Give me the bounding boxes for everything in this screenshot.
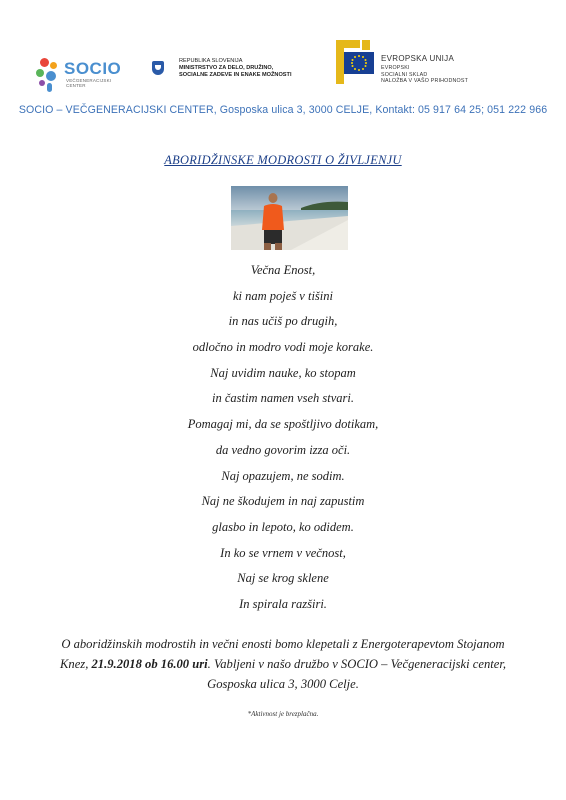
eu-line-1: EVROPSKI [381,65,410,71]
poem-line: Pomagaj mi, da se spoštljivo dotikam, [187,417,379,432]
beach-photo-image [231,186,348,250]
eu-line-3: NALOŽBA V VAŠO PRIHODNOST [381,78,469,84]
poem-line: da vedno govorim izza oči. [215,442,351,457]
poem-line: ki nam poješ v tišini [233,288,333,303]
free-activity-note: *Aktivnost je brezplačna. [247,710,319,718]
page-title: ABORIDŽINSKE MODROSTI O ŽIVLJENJU [164,153,402,167]
announcement-invite: . Vabljeni v našo družbo v SOCIO – Večgeneracijski center, [207,657,506,671]
poem-line: In ko se vrnem v večnost, [220,545,346,560]
eu-line-2: SOCIALNI SKLAD [381,71,428,78]
poem-line: Naj se krog sklene [237,571,329,586]
poem-line: odločno in modro vodi moje korake. [192,340,374,355]
poem-line: glasbo in lepoto, ko odidem. [212,519,354,534]
eu-logo [336,40,476,85]
event-date-time: 21.9.2018 ob 16.00 uri [91,657,208,671]
poem-line: Naj opazujem, ne sodim. [221,468,345,483]
eu-title: EVROPSKA UNIJA [381,54,455,63]
event-announcement [0,634,566,694]
eu-subtitle [381,65,468,85]
socio-logo [36,56,126,96]
poem-line: Večna Enost, [250,263,316,277]
socio-subtitle: VEČGENERACIJSKI CENTER [66,78,112,88]
contact-line: SOCIO – VEČGENERACIJSKI CENTER, Gosposka ulica 3, 3000 CELJE, Kontakt: 05 917 64 25; 051 222 966 [18,104,548,116]
announcement-name-end: Knez, [60,657,89,671]
announcement-line-3: Gosposka ulica 3, 3000 Celje. [207,677,359,691]
eu-flag-icon [344,52,374,74]
ministry-line-1: REPUBLIKA SLOVENIJA [179,58,243,64]
poem-line: in častim namen vseh stvari. [212,391,354,406]
ministry-line-3: SOCIALNE ZADEVE IN ENAKE MOŽNOSTI [179,72,292,78]
slovenia-crest-icon [152,61,164,75]
beach-photo [231,186,348,250]
poem-line: in nas učiš po drugih, [228,314,338,329]
announcement-line-1: O aboridžinskih modrostih in večni enosti bomo klepetali z Energoterapevtom Stojanom [61,637,505,651]
announcement-line-2 [0,654,566,674]
poem-line: Naj uvidim nauke, ko stopam [210,365,356,380]
poem-line: In spirala razširi. [239,596,327,611]
ministry-text [179,58,292,79]
poem [0,258,566,618]
socio-wordmark: SOCIO [64,59,122,78]
ministry-logo [152,58,312,88]
poem-line: Naj ne škodujem in naj zapustim [201,494,365,509]
ministry-line-2: MINISTRSTVO ZA DELO, DRUŽINO, [179,65,274,71]
